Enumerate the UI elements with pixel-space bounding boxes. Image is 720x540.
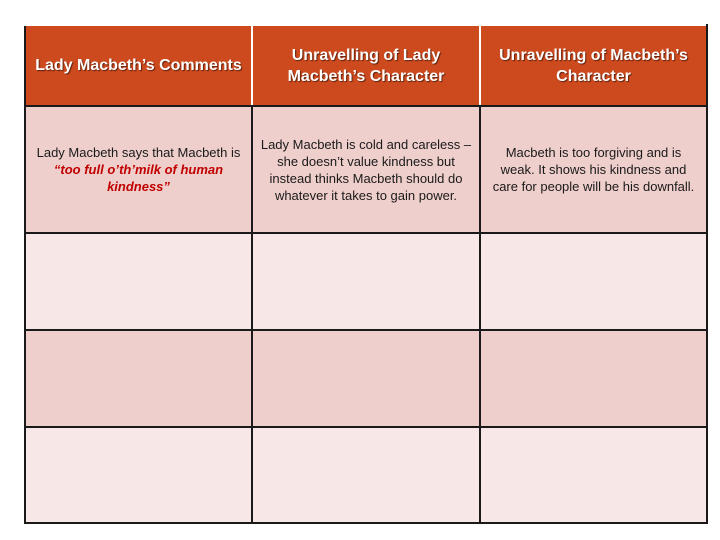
empty-cell[interactable] xyxy=(252,330,480,427)
empty-cell[interactable] xyxy=(252,233,480,330)
analysis-table xyxy=(24,24,708,524)
empty-cell[interactable] xyxy=(480,427,707,523)
header-macbeth-character: Unravelling of Macbeth’s Character xyxy=(480,25,707,106)
comment-text: Lady Macbeth says that Macbeth is xyxy=(36,145,241,160)
table-row xyxy=(25,330,707,427)
empty-cell[interactable] xyxy=(25,427,252,523)
table-row xyxy=(25,106,707,233)
empty-cell[interactable] xyxy=(25,330,252,427)
header-comments: Lady Macbeth’s Comments xyxy=(25,25,252,106)
comment-cell[interactable] xyxy=(25,106,252,233)
header-lady-macbeth-character: Unravelling of Lady Macbeth’s Character xyxy=(252,25,480,106)
empty-cell[interactable] xyxy=(25,233,252,330)
macbeth-character-cell[interactable]: Macbeth is too forgiving and is weak. It shows his kindness and care for people will be his downfall. xyxy=(480,106,707,233)
table-row xyxy=(25,233,707,330)
table-row xyxy=(25,427,707,523)
header-row xyxy=(25,25,707,106)
empty-cell[interactable] xyxy=(480,233,707,330)
lady-macbeth-character-cell[interactable]: Lady Macbeth is cold and careless – she doesn’t value kindness but instead thinks Macbeth should do whatever it takes to gain power. xyxy=(252,106,480,233)
empty-cell[interactable] xyxy=(252,427,480,523)
comment-quote: “too full o’th’milk of human kindness” xyxy=(53,162,224,194)
empty-cell[interactable] xyxy=(480,330,707,427)
